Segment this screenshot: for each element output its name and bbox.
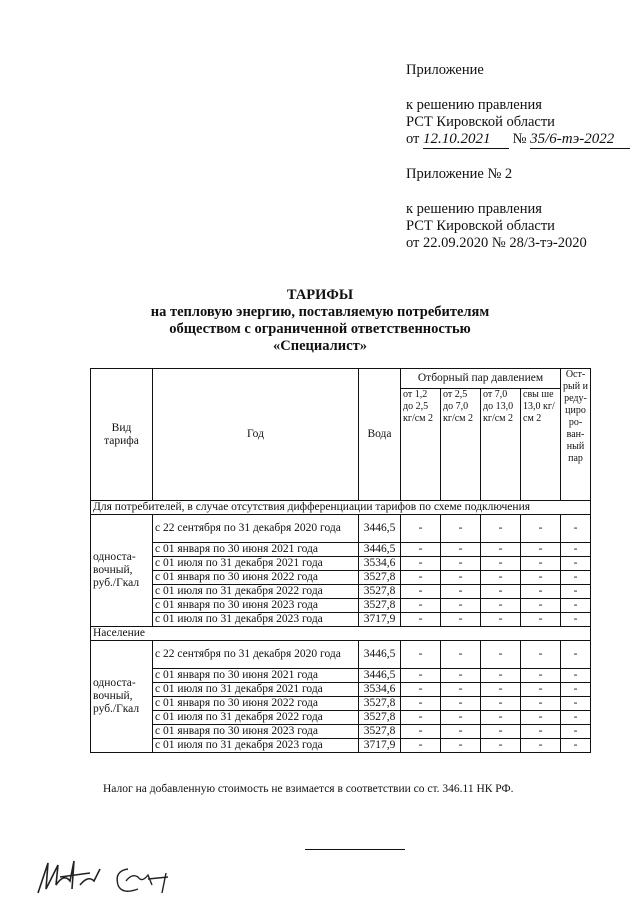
empty-tariff-cell: - — [561, 697, 591, 711]
empty-tariff-cell: - — [401, 571, 441, 585]
new-number: 35/6-тэ-2022 — [530, 131, 630, 149]
empty-tariff-cell: - — [401, 515, 441, 543]
empty-tariff-cell: - — [401, 599, 441, 613]
appendix2-label: Приложение № 2 — [406, 166, 513, 182]
water-value-cell: 3527,8 — [359, 585, 401, 599]
empty-tariff-cell: - — [521, 571, 561, 585]
doc-title: ТАРИФЫ — [286, 287, 354, 303]
water-value-cell: 3527,8 — [359, 725, 401, 739]
org-label: РСТ Кировской области — [406, 114, 555, 130]
period-cell: с 01 июля по 31 декабря 2023 года — [153, 613, 359, 627]
table-row — [91, 585, 591, 599]
empty-tariff-cell: - — [521, 613, 561, 627]
empty-tariff-cell: - — [521, 725, 561, 739]
signature-2 — [108, 855, 188, 900]
population-tariff-type: односта- вочный, руб./Гкал — [91, 641, 153, 753]
empty-tariff-cell: - — [441, 697, 481, 711]
period-cell: с 01 июля по 31 декабря 2021 года — [153, 557, 359, 571]
water-value-cell: 3527,8 — [359, 697, 401, 711]
empty-tariff-cell: - — [561, 613, 591, 627]
decision-label: к решению правления — [406, 97, 542, 113]
empty-tariff-cell: - — [401, 725, 441, 739]
empty-tariff-cell: - — [481, 683, 521, 697]
empty-tariff-cell: - — [401, 683, 441, 697]
empty-tariff-cell: - — [441, 669, 481, 683]
table-row — [91, 725, 591, 739]
from-prefix: от — [406, 131, 420, 147]
table-row — [91, 543, 591, 557]
water-value-cell: 3446,5 — [359, 515, 401, 543]
header-steam-range-4: свы ше 13,0 кг/см 2 — [521, 389, 561, 501]
period-cell: с 01 июля по 31 декабря 2022 года — [153, 711, 359, 725]
empty-tariff-cell: - — [521, 599, 561, 613]
water-value-cell: 3534,6 — [359, 557, 401, 571]
table-row — [91, 711, 591, 725]
period-cell: с 01 июля по 31 декабря 2021 года — [153, 683, 359, 697]
new-date: 12.10.2021 — [423, 131, 509, 149]
doc-subtitle-1: на тепловую энергию, поставляемую потребителям — [150, 304, 490, 320]
empty-tariff-cell: - — [441, 571, 481, 585]
table-row — [91, 739, 591, 753]
empty-tariff-cell: - — [521, 683, 561, 697]
empty-tariff-cell: - — [441, 515, 481, 543]
water-value-cell: 3446,5 — [359, 641, 401, 669]
period-cell: с 01 января по 30 июня 2022 года — [153, 697, 359, 711]
period-cell: с 22 сентября по 31 декабря 2020 года — [153, 641, 359, 669]
doc-subtitle-2: обществом с ограниченной ответственностью — [169, 321, 471, 337]
empty-tariff-cell: - — [561, 641, 591, 669]
decision2-label: к решению правления — [406, 201, 542, 217]
header-steam-range-3: от 7,0 до 13,0 кг/см 2 — [481, 389, 521, 501]
table-row — [91, 683, 591, 697]
empty-tariff-cell: - — [561, 557, 591, 571]
empty-tariff-cell: - — [561, 571, 591, 585]
period-cell: с 01 января по 30 июня 2023 года — [153, 725, 359, 739]
empty-tariff-cell: - — [441, 543, 481, 557]
header-year: Год — [153, 369, 359, 501]
empty-tariff-cell: - — [481, 669, 521, 683]
water-value-cell: 3717,9 — [359, 613, 401, 627]
table-row — [91, 515, 591, 543]
empty-tariff-cell: - — [401, 711, 441, 725]
empty-tariff-cell: - — [481, 571, 521, 585]
signature-1 — [30, 855, 110, 900]
empty-tariff-cell: - — [441, 641, 481, 669]
empty-tariff-cell: - — [521, 697, 561, 711]
header-steam: Отборный пар давлением — [401, 369, 561, 389]
tariff-table — [90, 368, 591, 753]
water-value-cell: 3446,5 — [359, 543, 401, 557]
empty-tariff-cell: - — [561, 683, 591, 697]
empty-tariff-cell: - — [521, 543, 561, 557]
empty-tariff-cell: - — [401, 585, 441, 599]
empty-tariff-cell: - — [521, 641, 561, 669]
period-cell: с 01 июля по 31 декабря 2022 года — [153, 585, 359, 599]
table-row — [91, 669, 591, 683]
empty-tariff-cell: - — [481, 641, 521, 669]
empty-tariff-cell: - — [481, 585, 521, 599]
empty-tariff-cell: - — [441, 599, 481, 613]
empty-tariff-cell: - — [521, 557, 561, 571]
empty-tariff-cell: - — [561, 515, 591, 543]
empty-tariff-cell: - — [401, 543, 441, 557]
empty-tariff-cell: - — [561, 585, 591, 599]
table-row — [91, 697, 591, 711]
period-cell: с 01 января по 30 июня 2021 года — [153, 543, 359, 557]
period-cell: с 01 июля по 31 декабря 2023 года — [153, 739, 359, 753]
empty-tariff-cell: - — [481, 613, 521, 627]
org2-label: РСТ Кировской области — [406, 218, 555, 234]
empty-tariff-cell: - — [441, 557, 481, 571]
empty-tariff-cell: - — [441, 585, 481, 599]
empty-tariff-cell: - — [521, 515, 561, 543]
empty-tariff-cell: - — [481, 739, 521, 753]
vat-note: Налог на добавленную стоимость не взимается в соответствии со ст. 346.11 НК РФ. — [103, 783, 514, 795]
empty-tariff-cell: - — [561, 543, 591, 557]
header-sharp-steam: Ост- рый и реду- циро ро- ван- ный пар — [561, 369, 591, 501]
empty-tariff-cell: - — [401, 697, 441, 711]
empty-tariff-cell: - — [561, 739, 591, 753]
empty-tariff-cell: - — [521, 585, 561, 599]
empty-tariff-cell: - — [481, 543, 521, 557]
empty-tariff-cell: - — [401, 739, 441, 753]
new-decision-ref — [406, 131, 630, 149]
header-water: Вода — [359, 369, 401, 501]
period-cell: с 01 января по 30 июня 2022 года — [153, 571, 359, 585]
period-cell: с 22 сентября по 31 декабря 2020 года — [153, 515, 359, 543]
empty-tariff-cell: - — [481, 725, 521, 739]
signature-line — [305, 849, 405, 850]
population-section-title: Население — [91, 627, 591, 641]
appendix-label: Приложение — [406, 62, 484, 78]
header-tariff-type: Вид тарифа — [91, 369, 153, 501]
empty-tariff-cell: - — [481, 599, 521, 613]
empty-tariff-cell: - — [521, 711, 561, 725]
empty-tariff-cell: - — [401, 669, 441, 683]
consumers-section-title: Для потребителей, в случае отсутствия дифференциации тарифов по схеме подключения — [91, 501, 591, 515]
empty-tariff-cell: - — [441, 613, 481, 627]
empty-tariff-cell: - — [561, 725, 591, 739]
table-row — [91, 613, 591, 627]
empty-tariff-cell: - — [561, 669, 591, 683]
empty-tariff-cell: - — [481, 711, 521, 725]
empty-tariff-cell: - — [521, 739, 561, 753]
empty-tariff-cell: - — [561, 599, 591, 613]
empty-tariff-cell: - — [401, 613, 441, 627]
consumers-tariff-type: односта- вочный, руб./Гкал — [91, 515, 153, 627]
header-steam-range-2: от 2,5 до 7,0 кг/см 2 — [441, 389, 481, 501]
period-cell: с 01 января по 30 июня 2023 года — [153, 599, 359, 613]
empty-tariff-cell: - — [441, 683, 481, 697]
table-row — [91, 571, 591, 585]
empty-tariff-cell: - — [441, 711, 481, 725]
water-value-cell: 3527,8 — [359, 599, 401, 613]
empty-tariff-cell: - — [481, 557, 521, 571]
empty-tariff-cell: - — [401, 641, 441, 669]
empty-tariff-cell: - — [441, 739, 481, 753]
empty-tariff-cell: - — [481, 515, 521, 543]
old-decision-ref: от 22.09.2020 № 28/3-тэ-2020 — [406, 235, 587, 251]
period-cell: с 01 января по 30 июня 2021 года — [153, 669, 359, 683]
table-row — [91, 599, 591, 613]
water-value-cell: 3527,8 — [359, 711, 401, 725]
water-value-cell: 3534,6 — [359, 683, 401, 697]
table-row — [91, 641, 591, 669]
doc-subtitle-3: «Специалист» — [273, 338, 367, 354]
empty-tariff-cell: - — [441, 725, 481, 739]
water-value-cell: 3717,9 — [359, 739, 401, 753]
empty-tariff-cell: - — [561, 711, 591, 725]
water-value-cell: 3527,8 — [359, 571, 401, 585]
water-value-cell: 3446,5 — [359, 669, 401, 683]
table-row — [91, 557, 591, 571]
empty-tariff-cell: - — [481, 697, 521, 711]
header-steam-range-1: от 1,2 до 2,5 кг/см 2 — [401, 389, 441, 501]
empty-tariff-cell: - — [521, 669, 561, 683]
number-sign: № — [512, 131, 527, 147]
empty-tariff-cell: - — [401, 557, 441, 571]
